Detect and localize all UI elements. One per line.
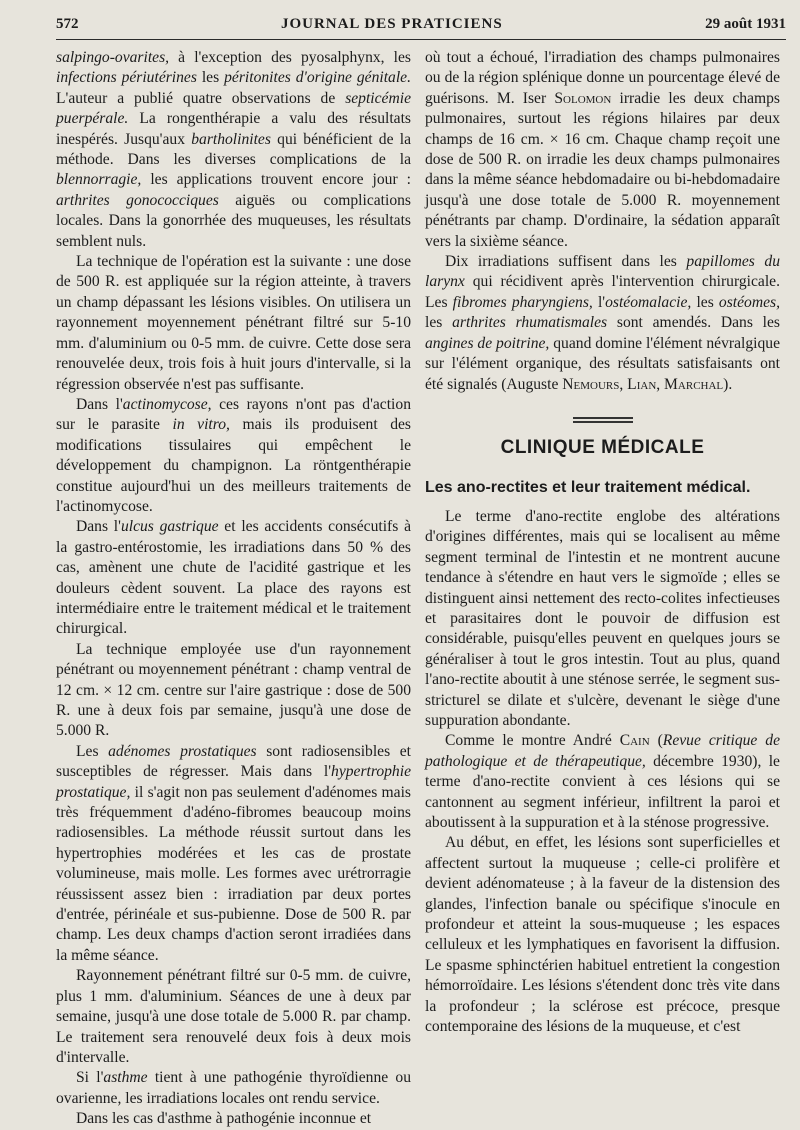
paragraph: Dans les cas d'asthme à pathogénie inconnue et	[76, 1110, 372, 1128]
paragraph: Dix irradiations suffisent dans les papillomes du larynx qui récidivent après l'intervention chirurgicale. Les fibromes pharyngiens, l'ostéomalacie, les ostéomes, les arthrites rhumatismales sont amendés. Dans les angines de poitrine, quand domine l'élément névralgique sur l'élément organique, des résultats satisfaisants ont été signalés (Auguste Nemours, Lian, Marchal).	[425, 253, 780, 393]
article-title: Les ano-rectites et leur traitement médical.	[425, 478, 751, 496]
section-separator	[573, 417, 633, 423]
paragraph: Les adénomes prostatiques sont radiosensibles et susceptibles de régresser. Mais dans l'hypertrophie prostatique, il s'agit non pas seulement d'adénomes mais très fréquemment d'adéno-fibromes beaucoup moins radiosensibles. La méthode réussit surtout dans les hypertrophies modérées et les cas de prostate volumineuse, mais molle. Les formes avec urétrorragie réussissent assez bien : irradiation par deux portes d'entrée, périnéale et sus-pubienne. Dose de 500 R. par champ. Les deux champs d'action seront irradiées dans la même séance.	[56, 742, 412, 964]
paragraph: où tout a échoué, l'irradiation des champs pulmonaires ou de la région splénique donne un pourcentage élevé de guérisons. M. Iser Solomon irradie les deux champs pulmonaires, surtout les régions hilaires par deux champs de 16 cm. × 16 cm. Chaque champ reçoit une dose de 500 R. on irradie les deux champs pulmonaires dans la même séance hebdomadaire ou bi-hebdomadaire jusqu'à une dose totale de 5.000 R. moyennement pénétrants par champ. D'ordinaire, la sédation apparaît vers la sixième séance.	[425, 49, 780, 250]
page-number: 572	[56, 16, 79, 32]
paragraph: La technique de l'opération est la suivante : une dose de 500 R. est appliquée sur la région atteinte, à travers un champ dépassant les lésions visibles. On utilisera un rayonnement moyennement pénétrant filtré sur 5-10 mm. d'aluminium ou 0-5 mm. de cuivre. Cette dose sera renouvelée deux, trois fois à huit jours d'intervalle, si la régression observée n'est pas suffisante.	[56, 253, 411, 393]
two-column-body	[56, 48, 786, 1130]
issue-date: 29 août 1931	[705, 16, 786, 32]
paragraph: Comme le montre André Cain (Revue critique de pathologique et de thérapeutique, décembre 1930), le terme d'ano-rectite convient à ces lésions qui se cantonnent au segment inférieur, infiltrent la paroi et aboutissent à la suppuration et à la sténose progressive.	[425, 732, 780, 831]
paragraph: salpingo-ovarites, à l'exception des pyosalphynx, les infections périutérines les péritonites d'origine génitale. L'auteur a publié quatre observations de septicémie puerpérale. La rongenthérapie a valu des résultats inespérés. Jusqu'aux bartholinites qui bénéficient de la méthode. Dans les diverses complications de la blennorragie, les applications trouvent encore jour : arthrites gonococciques aiguës ou complications locales. Dans la gonorrhée des muqueuses, les résultats semblent nuls.	[56, 49, 411, 250]
paragraph: La technique employée use d'un rayonnement pénétrant ou moyennement pénétrant : champ ventral de 12 cm. × 12 cm. centre sur l'aire gastrique : dose de 500 R. une à deux fois par semaine, jusqu'à une dose de 5.000 R.	[56, 640, 411, 740]
paragraph: Dans l'actinomycose, ces rayons n'ont pas d'action sur le parasite in vitro, mais ils produisent des modifications tissulaires qui empêchent le développement du champignon. La röntgenthérapie constitue aujourd'hui un des meilleurs traitements de l'actinomycose.	[56, 395, 411, 515]
paragraph: Rayonnement pénétrant filtré sur 0-5 mm. de cuivre, plus 1 mm. d'aluminium. Séances de une à deux par semaine, jusqu'à une dose totale de 5.000 R. par champ. Le traitement sera renouvelé deux fois à deux mois d'intervalle.	[56, 967, 411, 1066]
paragraph: Si l'asthme tient à une pathogénie thyroïdienne ou ovarienne, les irradiations locales ont rendu service.	[56, 1069, 411, 1107]
right-column	[425, 48, 780, 1130]
paragraph: Au début, en effet, les lésions sont superficielles et affectent surtout la muqueuse ; celle-ci prolifère et devient adénomateuse ; à la faveur de la distension des glandes, l'infection banale ou spécifique s'inocule en profondeur et atteint la sous-muqueuse ; les espaces celluleux et les lymphatiques en favorisent la diffusion. Le spasme sphinctérien habituel entretient la congestion hémorroïdaire. Les lésions s'étendent donc très vite dans la profondeur ; la sclérose est précoce, presque contemporaine des lésions de la muqueuse, et c'est	[425, 834, 780, 1036]
paragraph: Le terme d'ano-rectite englobe des altérations d'origines différentes, mais qui se localisent au même segment terminal de l'intestin et ne montrent aucune tendance à s'étendre en haut vers le sigmoïde ; elles se distinguent ainsi nettement des recto-colites infectieuses et parasitaires dont le pouvoir de diffusion est considérable, puisqu'elles peuvent en quelques jours se généraliser à tout le gros intestin. Tout au plus, quand l'ano-rectite aboutit à une sténose serrée, le segment sus-stricturel se dilate et s'ulcère, devenant le siège d'une suppuration abondante.	[425, 507, 780, 729]
journal-title: JOURNAL DES PRATICIENS	[280, 16, 503, 32]
page-header	[56, 16, 786, 40]
paragraph: Dans l'ulcus gastrique et les accidents consécutifs à la gastro-entérostomie, les irradiations dans 50 % des cas, amènent une chute de l'acidité gastrique et les douleurs cèdent souvent. La place des rayons est intermédiaire entre le traitement médical et le traitement chirurgical.	[56, 518, 411, 638]
section-title: CLINIQUE MÉDICALE	[500, 436, 705, 458]
left-column	[56, 48, 411, 1130]
